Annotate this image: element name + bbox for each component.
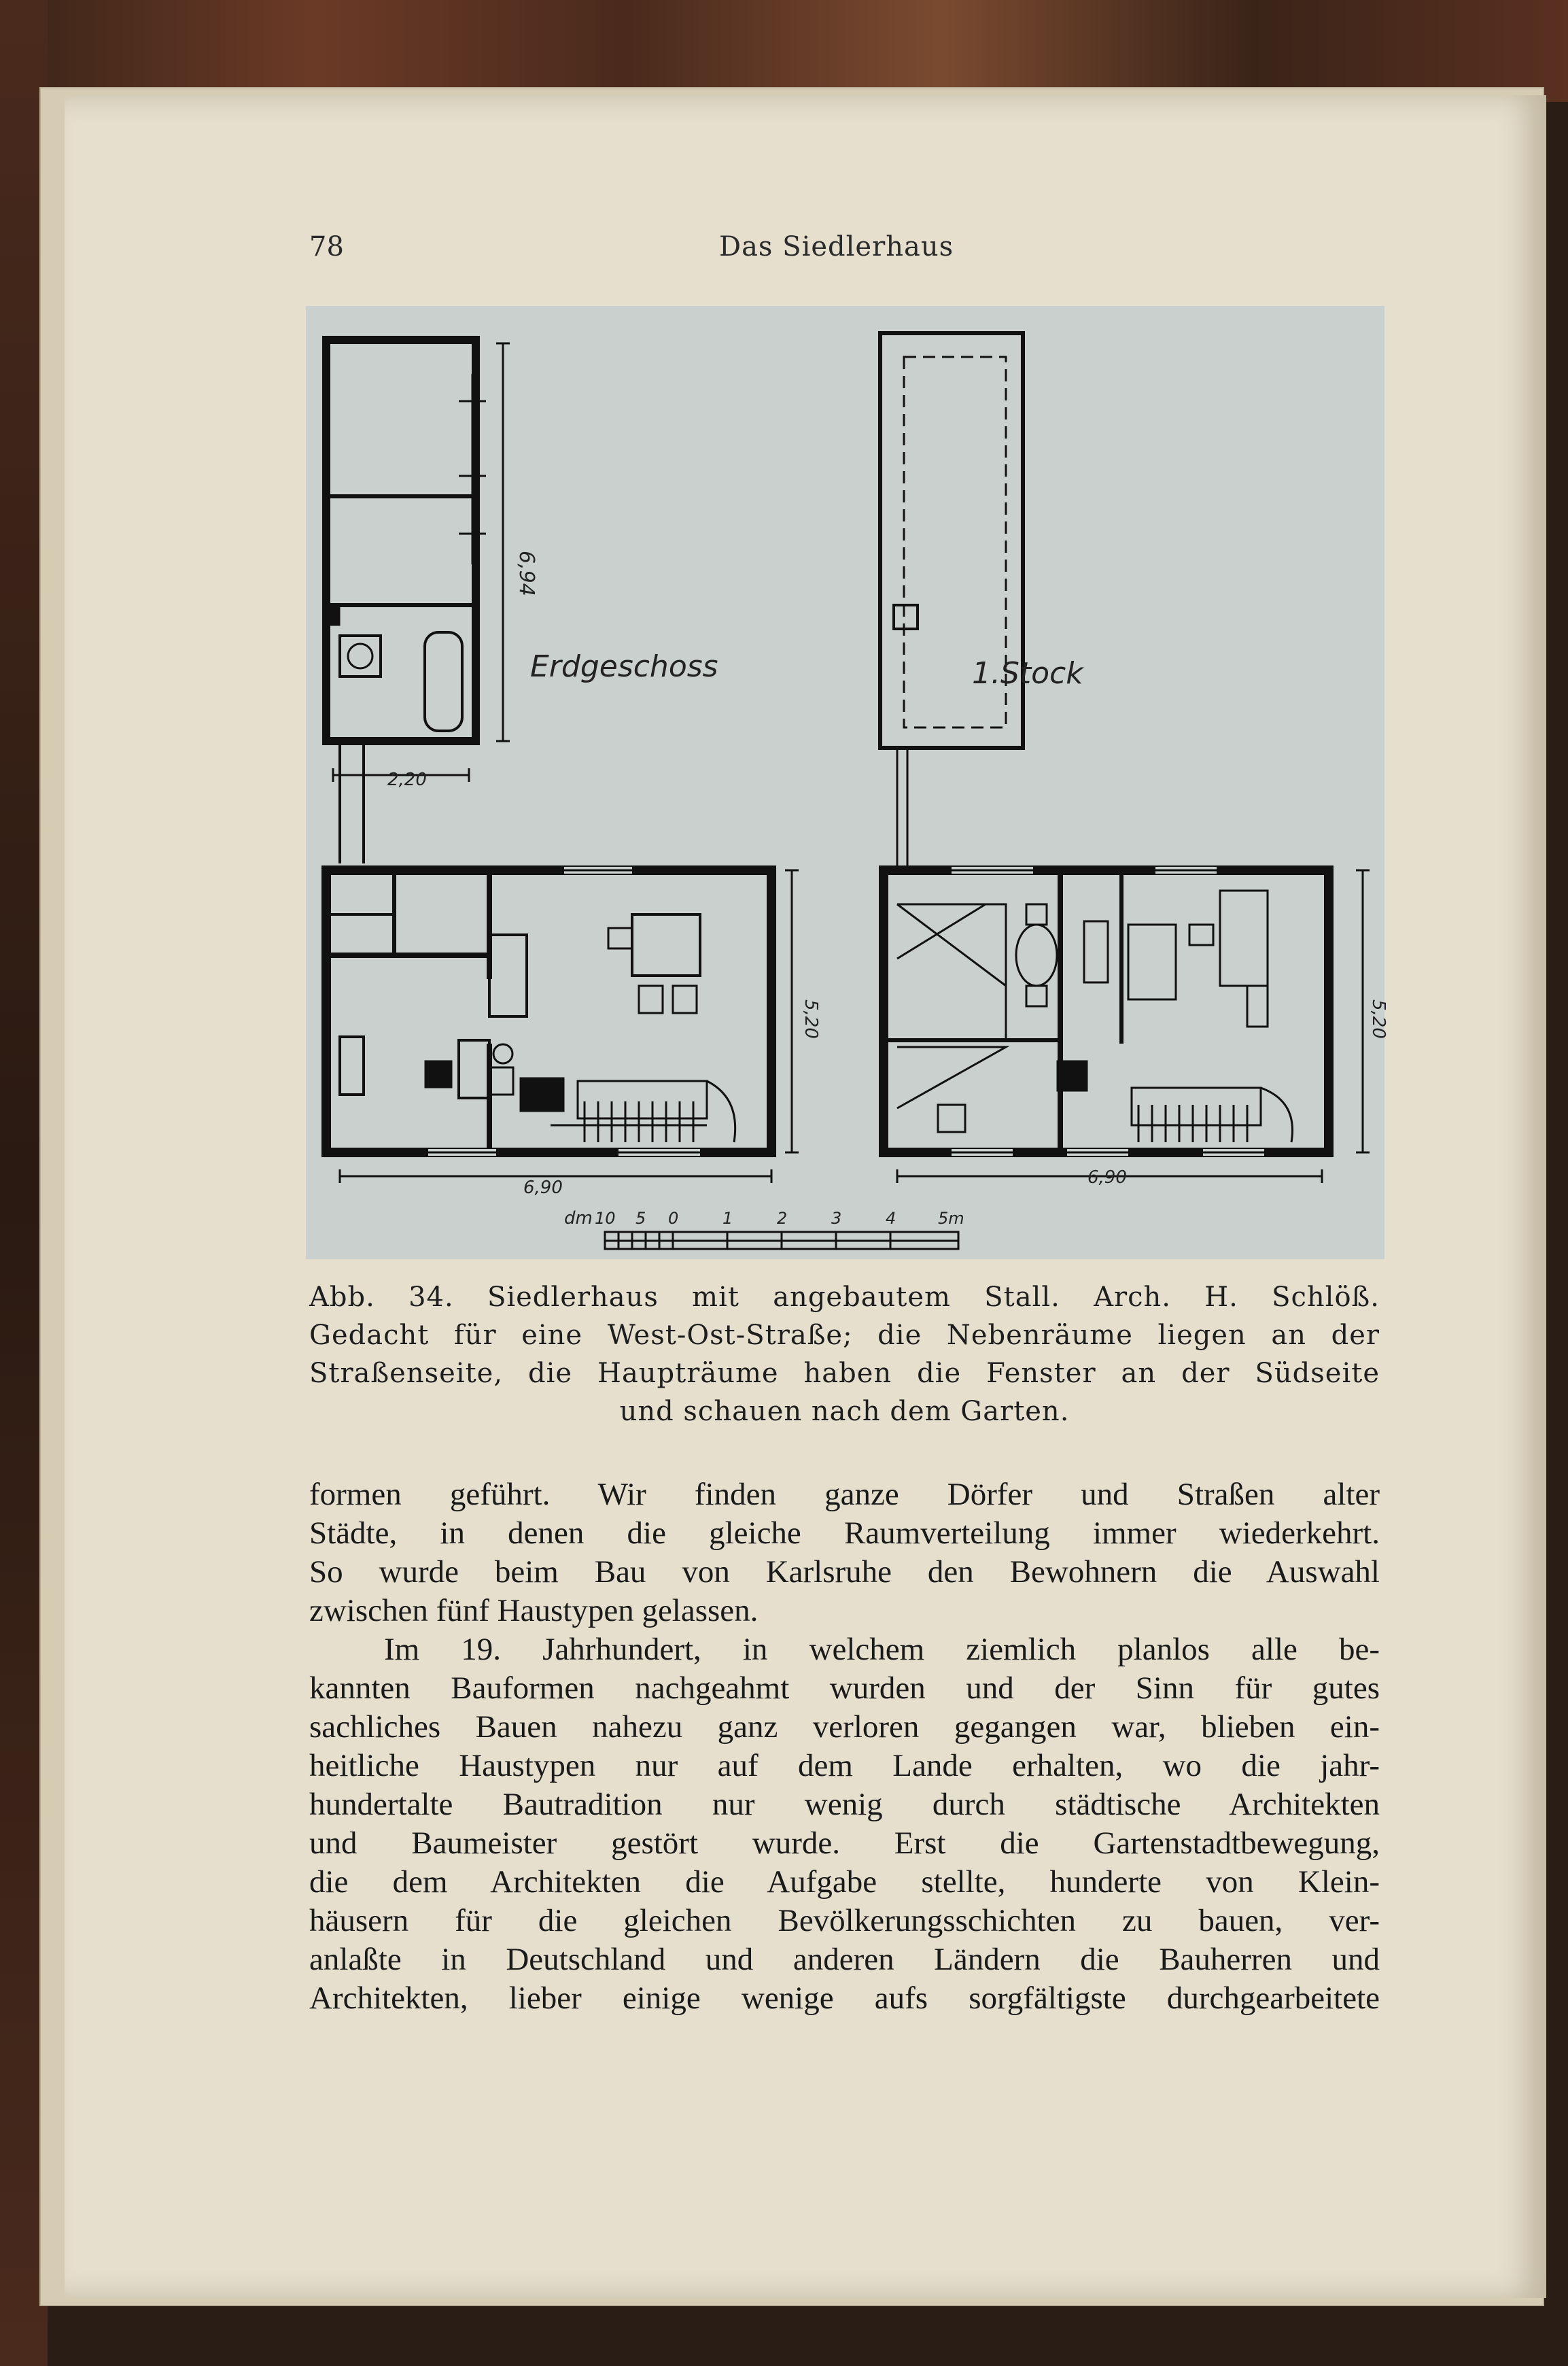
stock-label: 1.Stock	[972, 656, 1083, 691]
width-label-left: 6,90	[523, 1178, 563, 1198]
caption-line: und schauen nach dem Garten.	[619, 1396, 1070, 1427]
body-line: So wurde beim Bau von Karlsruhe den Bewohnern die Auswahl	[309, 1554, 1380, 1590]
floor-plan-figure	[306, 306, 1389, 1259]
stall-width-label: 2,20	[387, 770, 427, 790]
body-line: Städte, in denen die gleiche Raumverteilung immer wiederkehrt.	[309, 1515, 1380, 1551]
scale-tick-label: 5	[635, 1209, 646, 1228]
body-line: häusern für die gleichen Bevölkerungsschichten zu bauen, ver-	[309, 1903, 1380, 1938]
scale-unit: dm	[564, 1208, 593, 1229]
body-line: kannten Bauformen nachgeahmt wurden und der Sinn für gutes	[309, 1670, 1380, 1706]
book-cover-top	[0, 0, 1568, 102]
scale-tick-label: 10	[595, 1209, 616, 1228]
body-line: anlaßte in Deutschland und anderen Ländern die Bauherren und	[309, 1942, 1380, 1977]
body-text	[309, 1475, 1380, 2018]
caption-line: Straßenseite, die Haupträume haben die Fenster an der Südseite	[309, 1358, 1380, 1389]
width-label-right: 6,90	[1087, 1167, 1127, 1188]
body-line: sachliches Bauen nahezu ganz verloren gegangen war, blieben ein-	[309, 1709, 1380, 1745]
body-line: heitliche Haustypen nur auf dem Lande erhalten, wo die jahr-	[309, 1748, 1380, 1783]
scale-tick-label: 2	[777, 1209, 788, 1228]
caption-line: Gedacht für eine West-Ost-Straße; die Nebenräume liegen an der	[309, 1320, 1380, 1351]
figure-background	[306, 306, 1384, 1259]
depth-label-right: 5,20	[1368, 999, 1389, 1039]
body-line: die dem Architekten die Aufgabe stellte, hunderte von Klein-	[309, 1864, 1380, 1900]
depth-label-left: 5,20	[801, 999, 821, 1039]
scale-tick-label: 5m	[938, 1209, 964, 1228]
running-title: Das Siedlerhaus	[719, 231, 954, 262]
scale-tick-label: 1	[722, 1209, 733, 1228]
body-line: und Baumeister gestört wurde. Erst die Gartenstadtbewegung,	[309, 1825, 1380, 1861]
figure-caption	[309, 1278, 1380, 1430]
page-header	[0, 231, 1568, 272]
erdgeschoss-label: Erdgeschoss	[530, 649, 718, 684]
caption-line: Abb. 34. Siedlerhaus mit angebautem Stall. Arch. H. Schlöß.	[309, 1282, 1380, 1313]
scale-tick-label: 3	[831, 1209, 842, 1228]
body-line: formen geführt. Wir finden ganze Dörfer und Straßen alter	[309, 1477, 1380, 1512]
body-line: zwischen fünf Haustypen gelassen.	[309, 1593, 759, 1628]
stall-height-label: 6,94	[515, 551, 538, 596]
page-number: 78	[309, 231, 344, 262]
body-line: Architekten, lieber einige wenige aufs sorgfältigste durchgearbeitete	[309, 1981, 1380, 2016]
body-line: Im 19. Jahrhundert, in welchem ziemlich planlos alle be-	[384, 1632, 1380, 1667]
scale-tick-label: 0	[668, 1209, 679, 1228]
scale-tick-label: 4	[886, 1209, 896, 1228]
body-line: hundertalte Bautradition nur wenig durch städtische Architekten	[309, 1787, 1380, 1822]
floor-plan-drawing	[306, 306, 1389, 1259]
